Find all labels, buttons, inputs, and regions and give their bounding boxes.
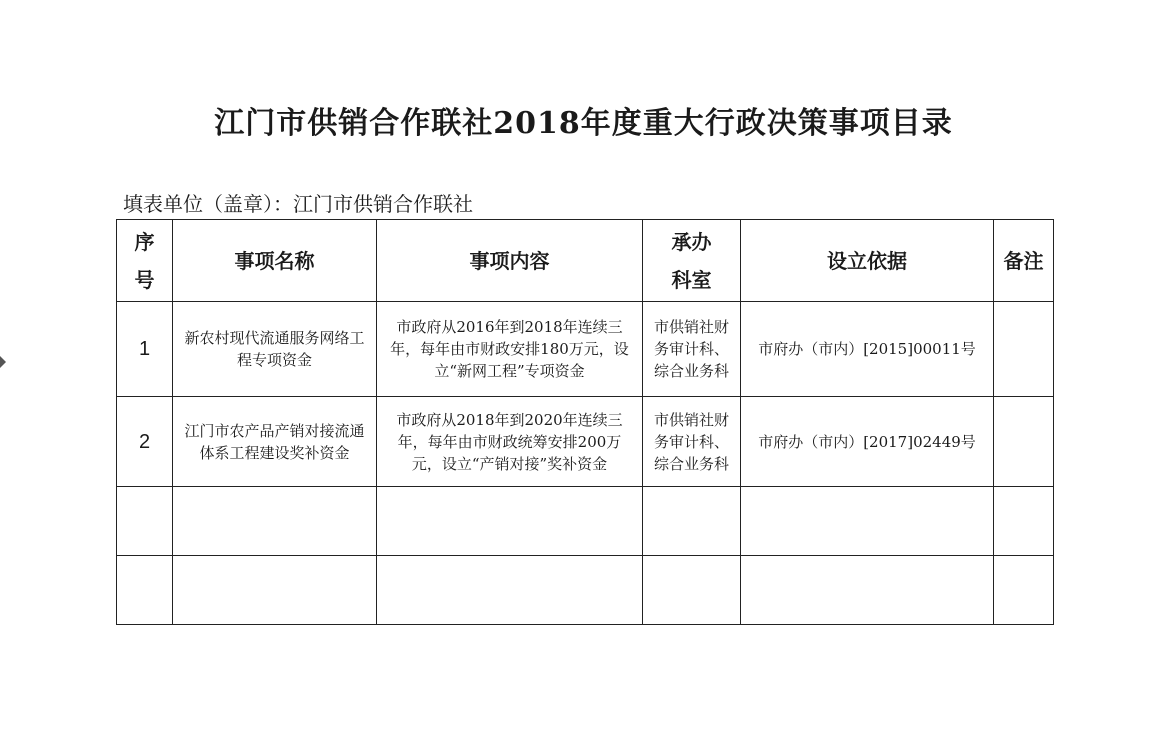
header-name: 事项名称 [173,220,377,302]
header-dept-line1: 承办 [671,229,712,254]
row-basis: 市府办（市内）[2017]02449号 [741,397,994,487]
empty-cell [643,487,741,556]
table-row [117,302,1054,397]
empty-cell [173,487,377,556]
header-seq [117,220,173,302]
row-content: 市政府从2016年到2018年连续三年，每年由市财政安排180万元，设立“新网工程”专项资金 [377,302,643,397]
empty-cell [994,487,1054,556]
empty-cell [173,556,377,625]
row-seq: 1 [117,302,173,397]
header-basis: 设立依据 [741,220,994,302]
table-header-row [117,220,1054,302]
fill-unit-label: 填表单位（盖章）：江门市供销合作联社 [123,192,473,216]
row-note [994,302,1054,397]
empty-cell [994,556,1054,625]
scan-edge-mark-icon [0,356,6,368]
row-note [994,397,1054,487]
row-name: 江门市农产品产销对接流通体系工程建设奖补资金 [173,397,377,487]
header-seq-line1: 序 [134,229,155,254]
header-content: 事项内容 [377,220,643,302]
empty-cell [741,556,994,625]
empty-cell [117,487,173,556]
decision-catalog-table [116,219,1054,625]
row-dept: 市供销社财务审计科、综合业务科 [643,397,741,487]
empty-cell [643,556,741,625]
header-seq-line2: 号 [134,267,155,292]
empty-table-row [117,556,1054,625]
header-dept [643,220,741,302]
page-title: 江门市供销合作联社2018年度重大行政决策事项目录 [214,106,953,141]
empty-cell [117,556,173,625]
header-dept-line2: 科室 [671,267,712,292]
empty-cell [377,487,643,556]
empty-cell [741,487,994,556]
row-name: 新农村现代流通服务网络工程专项资金 [173,302,377,397]
row-seq: 2 [117,397,173,487]
row-dept: 市供销社财务审计科、综合业务科 [643,302,741,397]
header-note: 备注 [994,220,1054,302]
empty-table-row [117,487,1054,556]
table-row [117,397,1054,487]
empty-cell [377,556,643,625]
row-basis: 市府办（市内）[2015]00011号 [741,302,994,397]
row-content: 市政府从2018年到2020年连续三年，每年由市财政统筹安排200万元，设立“产销对接”奖补资金 [377,397,643,487]
